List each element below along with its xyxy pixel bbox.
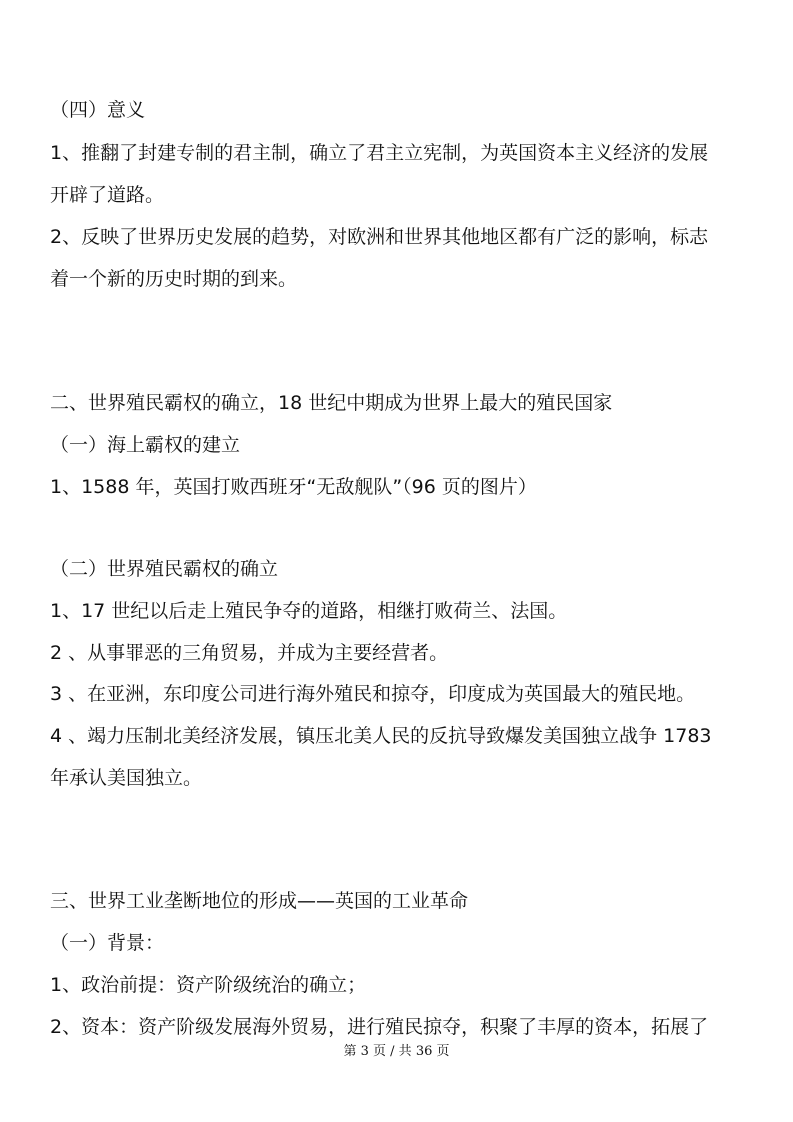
paragraph-line: 2 、从事罪恶的三角贸易，并成为主要经营者。: [50, 642, 449, 664]
paragraph-line: 1、1588 年，英国打败西班牙“无敌舰队”（96 页的图片）: [50, 476, 537, 498]
section2-subheading-2: （二）世界殖民霸权的确立: [50, 558, 279, 580]
page-footer: 第 3 页 / 共 36 页: [343, 1044, 450, 1059]
section2-heading: 二、世界殖民霸权的确立，18 世纪中期成为世界上最大的殖民国家: [50, 392, 613, 414]
paragraph-line: 2、资本：资产阶级发展海外贸易，进行殖民掠夺，积聚了丰厚的资本，拓展了: [50, 1016, 709, 1038]
paragraph-line: 2、反映了世界历史发展的趋势，对欧洲和世界其他地区都有广泛的影响，标志: [50, 226, 709, 248]
paragraph-line: 年承认美国独立。: [50, 767, 203, 789]
section3-heading: 三、世界工业垄断地位的形成——英国的工业革命: [50, 890, 469, 912]
paragraph-line: 1、推翻了封建专制的君主制，确立了君主立宪制，为英国资本主义经济的发展: [50, 142, 709, 164]
paragraph-line: 开辟了道路。: [50, 184, 165, 206]
section1-subheading-significance: （四）意义: [50, 99, 146, 121]
section3-subheading-1: （一）背景：: [50, 932, 165, 954]
paragraph-line: 1、政治前提：资产阶级统治的确立；: [50, 974, 367, 996]
paragraph-line: 着一个新的历史时期的到来。: [50, 268, 298, 290]
paragraph-line: 3 、在亚洲，东印度公司进行海外殖民和掠夺，印度成为英国最大的殖民地。: [50, 683, 696, 705]
section2-subheading-1: （一）海上霸权的建立: [50, 434, 241, 456]
paragraph-line: 4 、竭力压制北美经济发展，镇压北美人民的反抗导致爆发美国独立战争 1783: [50, 725, 712, 747]
paragraph-line: 1、17 世纪以后走上殖民争夺的道路，相继打败荷兰、法国。: [50, 600, 568, 622]
